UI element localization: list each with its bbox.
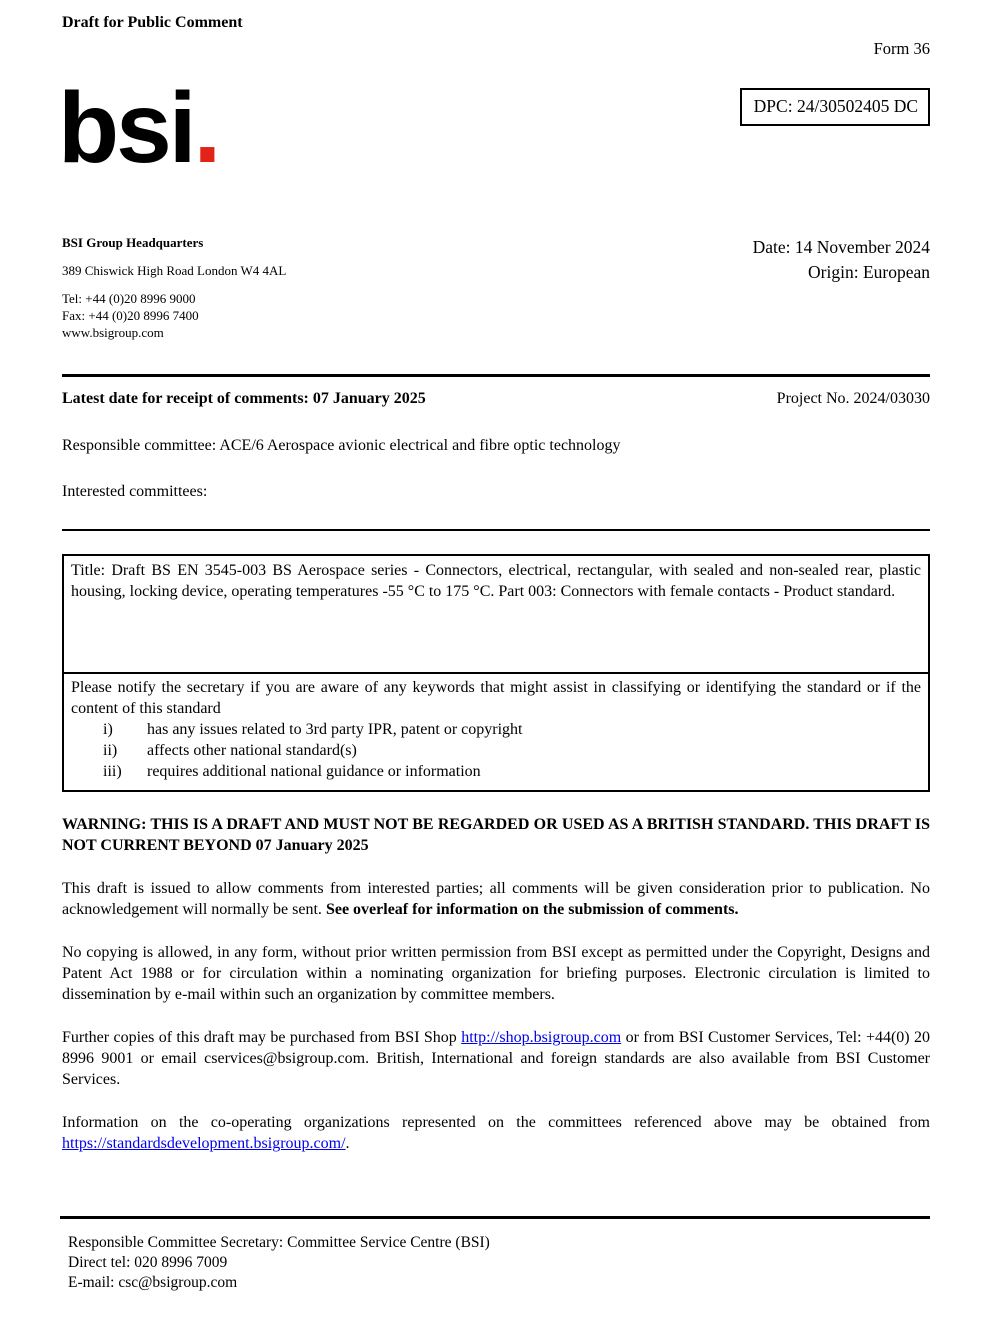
keyword-item-marker: iii) [103,763,122,781]
divider-thin [62,529,930,531]
address-fax: Fax: +44 (0)20 8996 7400 [62,307,199,323]
title-box [62,554,930,674]
address-and-meta-row [62,235,930,341]
footer-secretary: Responsible Committee Secretary: Committee Service Centre (BSI) [68,1234,490,1251]
keyword-item-marker: i) [103,721,113,739]
comments-text: This draft is issued to allow comments from interested parties; all comments will be given consideration prior to publication. No acknowledgement will normally be sent. [62,880,930,919]
address-web: www.bsigroup.com [62,324,164,340]
warning-paragraph: WARNING: THIS IS A DRAFT AND MUST NOT BE REGARDED OR USED AS A BRITISH STANDARD. THIS DRAFT IS NOT CURRENT BEYOND 07 January 2025 [62,816,930,855]
cooperating-paragraph [62,1112,930,1154]
keywords-intro: Please notify the secretary if you are aware of any keywords that might assist in classifying or identifying the standard or if the content of this standard [71,679,921,718]
keyword-item-text: requires additional national guidance or information [147,763,481,781]
keyword-item-text: has any issues related to 3rd party IPR, patent or copyright [147,721,523,739]
standards-development-link[interactable]: https://standardsdevelopment.bsigroup.com/ [62,1135,346,1153]
bsi-logo [58,72,219,184]
comments-bold-text: See overleaf for information on the submission of comments. [325,901,739,919]
purchase-paragraph [62,1027,930,1090]
purchase-text-before-link: Further copies of this draft may be purchased from BSI Shop [62,1029,462,1047]
keyword-item-text: affects other national standard(s) [147,742,357,760]
comments-paragraph [62,878,930,920]
date-line: Date: 14 November 2024 [752,237,930,257]
address-title: BSI Group Headquarters [62,235,204,250]
date-origin-block [753,235,930,341]
bsi-logo-dot: . [193,72,219,184]
form-number: Form 36 [873,39,930,58]
bsi-logo-text: bsi [58,72,194,184]
keyword-item-marker: ii) [103,742,118,760]
purchase-text-after-link: or from BSI Customer Services, Tel: +44(0) 20 8996 9001 or email cservices@bsigroup.com. British, International and foreign standards are also available from BSI Customer Services. [62,1029,930,1089]
interested-committees-line: Interested committees: [62,483,208,501]
keyword-item [71,740,921,761]
keywords-box [62,672,930,792]
cooperating-text-after-link: . [345,1135,350,1153]
address-tel: Tel: +44 (0)20 8996 9000 [62,290,196,306]
project-number: Project No. 2024/03030 [776,390,930,408]
footer-lines [60,1219,930,1293]
copying-paragraph: No copying is allowed, in any form, without prior written permission from BSI except as permitted under the Copyright, Designs and Patent Act 1988 or for circulation within a nominating organization for briefing purposes. Electronic circulation is limited to dissemination by e-mail within such an organization by committee members. [62,944,930,1004]
footer [60,1216,930,1293]
draft-for-public-comment-label: Draft for Public Comment [62,14,243,31]
cooperating-text-before-link: Information on the co-operating organizations represented on the committees referenced above may be obtained from [62,1114,930,1132]
origin-line: Origin: European [808,262,930,283]
latest-date-row [62,388,930,409]
keyword-item [71,719,921,740]
address-block [62,235,286,341]
divider-thick-top [62,374,930,377]
latest-date-label: Latest date for receipt of comments: 07 January 2025 [62,390,426,408]
title-text: Title: Draft BS EN 3545-003 BS Aerospace series - Connectors, electrical, rectangular, with sealed and non-sealed rear, plastic housing, locking device, operating temperatures -55 °C to 175 °C. Part 003: Connectors with female contacts - Product standard. [71,562,921,601]
dpc-number-box: DPC: 24/30502405 DC [740,88,930,126]
footer-direct-tel: Direct tel: 020 8996 7009 [68,1254,228,1271]
address-street: 389 Chiswick High Road London W4 4AL [62,262,287,278]
keyword-item [71,761,921,782]
bsi-shop-link[interactable]: http://shop.bsigroup.com [461,1029,622,1047]
responsible-committee-line: Responsible committee: ACE/6 Aerospace avionic electrical and fibre optic technology [62,437,621,455]
footer-email: E-mail: csc@bsigroup.com [68,1274,238,1291]
